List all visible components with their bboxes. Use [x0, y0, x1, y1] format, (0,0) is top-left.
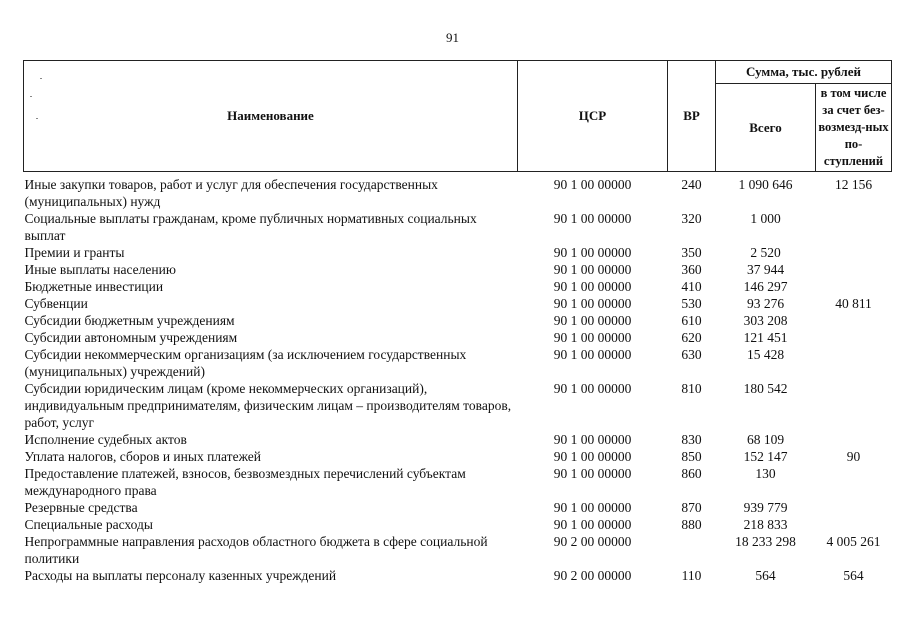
row-total: 37 944: [746, 262, 785, 277]
row-vr: 830: [681, 432, 702, 447]
row-name: Расходы на выплаты персоналу казенных учреждений: [24, 568, 337, 583]
header-sum-group: Сумма, тыс. рублей: [716, 61, 892, 84]
row-vr: 810: [681, 381, 702, 396]
row-total: 1 000: [750, 211, 781, 226]
header-total: Всего: [716, 84, 816, 172]
row-vr: 620: [681, 330, 702, 345]
row-vr: 360: [681, 262, 702, 277]
row-including: [816, 346, 892, 380]
row-vr: 410: [681, 279, 702, 294]
row-total: 18 233 298: [735, 534, 796, 549]
row-name: Премии и гранты: [24, 245, 125, 260]
row-name: Бюджетные инвестиции: [24, 279, 164, 294]
table-row: [24, 329, 892, 346]
header-csr: ЦСР: [518, 61, 668, 172]
table-row: [24, 278, 892, 295]
table-row: [24, 380, 892, 431]
row-vr: 880: [681, 517, 702, 532]
row-including: [816, 499, 892, 516]
row-total: 939 779: [743, 500, 788, 515]
table-row: [24, 346, 892, 380]
row-vr: 610: [681, 313, 702, 328]
table-row: [24, 172, 892, 211]
row-csr: 90 2 00 00000: [553, 534, 632, 549]
row-name: Предоставление платежей, взносов, безвозмездных перечислений субъектам международного права: [24, 466, 466, 498]
row-name: Субвенции: [24, 296, 88, 311]
row-vr: 530: [681, 296, 702, 311]
row-csr: 90 1 00 00000: [553, 466, 632, 481]
row-csr: 90 1 00 00000: [553, 449, 632, 464]
row-vr: 870: [681, 500, 702, 515]
row-vr: 240: [681, 177, 702, 192]
table-row: [24, 516, 892, 533]
row-including: 4 005 261: [826, 534, 881, 549]
row-name: Иные закупки товаров, работ и услуг для обеспечения государственных (муниципальных) нужд: [24, 177, 438, 209]
row-including: [816, 210, 892, 244]
row-including: [816, 261, 892, 278]
row-csr: 90 1 00 00000: [553, 381, 632, 396]
row-including: [816, 431, 892, 448]
budget-table: [23, 60, 892, 584]
row-csr: 90 1 00 00000: [553, 296, 632, 311]
row-including: [816, 516, 892, 533]
row-csr: 90 1 00 00000: [553, 279, 632, 294]
table-row: [24, 533, 892, 567]
header-name: Наименование: [24, 61, 518, 172]
row-vr: 350: [681, 245, 702, 260]
row-total: 303 208: [743, 313, 788, 328]
row-total: 15 428: [746, 347, 785, 362]
row-csr: 90 1 00 00000: [553, 517, 632, 532]
row-csr: 90 1 00 00000: [553, 245, 632, 260]
row-including: 40 811: [835, 296, 872, 311]
row-total: 180 542: [743, 381, 788, 396]
row-vr: 630: [681, 347, 702, 362]
table-row: [24, 499, 892, 516]
row-name: Социальные выплаты гражданам, кроме публичных нормативных социальных выплат: [24, 211, 477, 243]
row-vr: 850: [681, 449, 702, 464]
row-total: 130: [755, 466, 776, 481]
row-including: [816, 465, 892, 499]
row-name: Субсидии юридическим лицам (кроме некоммерческих организаций), индивидуальным предпринимателям, физическим лицам – производителям товаров, работ, услуг: [24, 381, 512, 430]
page-number: 91: [446, 30, 459, 45]
row-total: 1 090 646: [738, 177, 793, 192]
row-total: 68 109: [746, 432, 785, 447]
table-row: [24, 210, 892, 244]
table-row: [24, 567, 892, 584]
row-name: Исполнение судебных актов: [24, 432, 187, 447]
row-csr: 90 1 00 00000: [553, 347, 632, 362]
row-name: Иные выплаты населению: [24, 262, 176, 277]
row-including: [816, 329, 892, 346]
row-name: Непрограммные направления расходов областного бюджета в сфере социальной политики: [24, 534, 488, 566]
row-total: 218 833: [743, 517, 788, 532]
table-row: [24, 465, 892, 499]
row-vr: 110: [681, 568, 702, 583]
header-including: в том числе за счет без-возмезд-ных по-ступлений: [816, 84, 892, 172]
row-csr: 90 1 00 00000: [553, 177, 632, 192]
row-vr: 860: [681, 466, 702, 481]
row-name: Специальные расходы: [24, 517, 153, 532]
row-name: Субсидии автономным учреждениям: [24, 330, 238, 345]
row-vr: 320: [681, 211, 702, 226]
row-vr: [668, 533, 716, 567]
row-csr: 90 2 00 00000: [553, 568, 632, 583]
row-name: Субсидии некоммерческим организациям (за исключением государственных (муниципальных) учреждений): [24, 347, 467, 379]
header-vr: ВР: [668, 61, 716, 172]
row-csr: 90 1 00 00000: [553, 500, 632, 515]
row-name: Резервные средства: [24, 500, 138, 515]
table-row: [24, 261, 892, 278]
row-csr: 90 1 00 00000: [553, 432, 632, 447]
table-row: [24, 448, 892, 465]
row-including: [816, 380, 892, 431]
row-name: Уплата налогов, сборов и иных платежей: [24, 449, 261, 464]
table-body: [24, 172, 892, 585]
table-row: [24, 431, 892, 448]
row-total: 121 451: [743, 330, 788, 345]
row-including: 12 156: [834, 177, 873, 192]
table-row: [24, 244, 892, 261]
row-including: [816, 244, 892, 261]
row-total: 2 520: [750, 245, 781, 260]
row-including: 90: [846, 449, 861, 464]
row-including: 564: [843, 568, 864, 583]
row-csr: 90 1 00 00000: [553, 262, 632, 277]
row-name: Субсидии бюджетным учреждениям: [24, 313, 235, 328]
row-csr: 90 1 00 00000: [553, 330, 632, 345]
row-csr: 90 1 00 00000: [553, 313, 632, 328]
row-csr: 90 1 00 00000: [553, 211, 632, 226]
row-total: 93 276: [746, 296, 785, 311]
row-including: [816, 312, 892, 329]
table-header: [24, 61, 892, 172]
row-including: [816, 278, 892, 295]
row-total: 564: [755, 568, 776, 583]
row-total: 152 147: [743, 449, 788, 464]
table-row: [24, 295, 892, 312]
table-row: [24, 312, 892, 329]
row-total: 146 297: [743, 279, 788, 294]
